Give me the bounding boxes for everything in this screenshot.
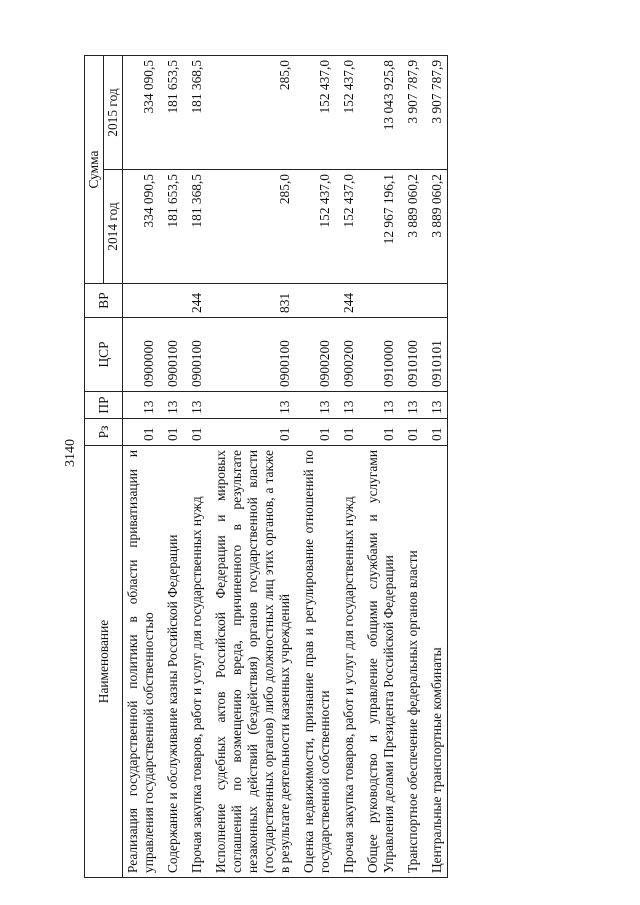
row-name: Содержание и обслуживание казны Российской Федерации [159,446,183,878]
table-row [399,55,423,877]
row-sum-2014: 12 967 196,1 [359,170,399,284]
row-rz: 01 [295,419,335,446]
header-name: Наименование [85,446,123,878]
row-pr: 13 [423,392,448,419]
row-name: Общее руководство и управление общими службами и услугами Управления делами Президента Российской Федерации [359,446,399,878]
row-sum-2015: 181 653,5 [159,55,183,169]
row-pr: 13 [295,392,335,419]
row-csr: 0910000 [359,318,399,392]
row-sum-2014: 152 437,0 [295,170,335,284]
table-row [423,55,448,877]
row-vr: 244 [335,284,359,318]
row-vr [359,284,399,318]
row-pr: 13 [399,392,423,419]
row-csr: 0910100 [399,318,423,392]
row-vr: 244 [183,284,207,318]
header-vr: ВР [85,284,123,318]
row-name: Реализация государственной политики в области приватизации и управления государственной собственностью [123,446,160,878]
row-rz: 01 [207,419,295,446]
row-sum-2014: 181 653,5 [159,170,183,284]
row-sum-2014: 181 368,5 [183,170,207,284]
row-sum-2014: 3 889 060,2 [399,170,423,284]
row-csr: 0900200 [295,318,335,392]
row-name: Центральные транспортные комбинаты [423,446,448,878]
row-csr: 0900100 [183,318,207,392]
table-body [123,55,448,877]
table-row [359,55,399,877]
row-pr: 13 [359,392,399,419]
row-csr: 0910101 [423,318,448,392]
header-year-2015: 2015 год [104,55,123,169]
row-csr: 0900100 [207,318,295,392]
row-vr [159,284,183,318]
table-row [159,55,183,877]
row-csr: 0900000 [123,318,160,392]
row-vr [399,284,423,318]
row-rz: 01 [335,419,359,446]
header-year-2014: 2014 год [104,170,123,284]
row-rz: 01 [159,419,183,446]
page-number-text: 3140 [63,439,78,467]
row-sum-2014: 152 437,0 [335,170,359,284]
row-sum-2015: 152 437,0 [295,55,335,169]
row-csr: 0900100 [159,318,183,392]
row-sum-2015: 285,0 [207,55,295,169]
page-number [59,437,83,469]
row-sum-2014: 285,0 [207,170,295,284]
row-sum-2015: 3 907 787,9 [399,55,423,169]
table-header [85,55,123,877]
row-name: Прочая закупка товаров, работ и услуг для государственных нужд [335,446,359,878]
row-pr: 13 [335,392,359,419]
header-pr: ПР [85,392,123,419]
table-row [335,55,359,877]
row-name: Транспортное обеспечение федеральных органов власти [399,446,423,878]
row-vr [295,284,335,318]
header-sum: Сумма [85,55,104,283]
row-sum-2015: 152 437,0 [335,55,359,169]
row-rz: 01 [359,419,399,446]
row-sum-2015: 13 043 925,8 [359,55,399,169]
table-row [295,55,335,877]
budget-table [84,55,448,878]
table-row [123,55,160,877]
table-row [183,55,207,877]
row-name: Исполнение судебных актов Российской Федерации и мировых соглашений по возмещению вреда, причиненного в результате незаконных действий (бездействия) органов государственной власти (государственных органов) либо должностных лиц этих органов, а также в результате деятельности казенных учреждений [207,446,295,878]
row-vr: 831 [207,284,295,318]
row-vr [123,284,160,318]
row-vr [423,284,448,318]
row-pr: 13 [159,392,183,419]
row-sum-2014: 3 889 060,2 [423,170,448,284]
header-csr: ЦСР [85,318,123,392]
row-name: Оценка недвижимости, признание прав и регулирование отношений по государственной собственности [295,446,335,878]
row-rz: 01 [399,419,423,446]
row-name: Прочая закупка товаров, работ и услуг для государственных нужд [183,446,207,878]
table-row [207,55,295,877]
row-csr: 0900200 [335,318,359,392]
row-rz: 01 [423,419,448,446]
row-pr: 13 [183,392,207,419]
row-pr: 13 [207,392,295,419]
row-sum-2015: 181 368,5 [183,55,207,169]
row-rz: 01 [183,419,207,446]
row-sum-2014: 334 090,5 [123,170,160,284]
header-rz: Рз [85,419,123,446]
row-pr: 13 [123,392,160,419]
row-sum-2015: 334 090,5 [123,55,160,169]
row-rz: 01 [123,419,160,446]
row-sum-2015: 3 907 787,9 [423,55,448,169]
